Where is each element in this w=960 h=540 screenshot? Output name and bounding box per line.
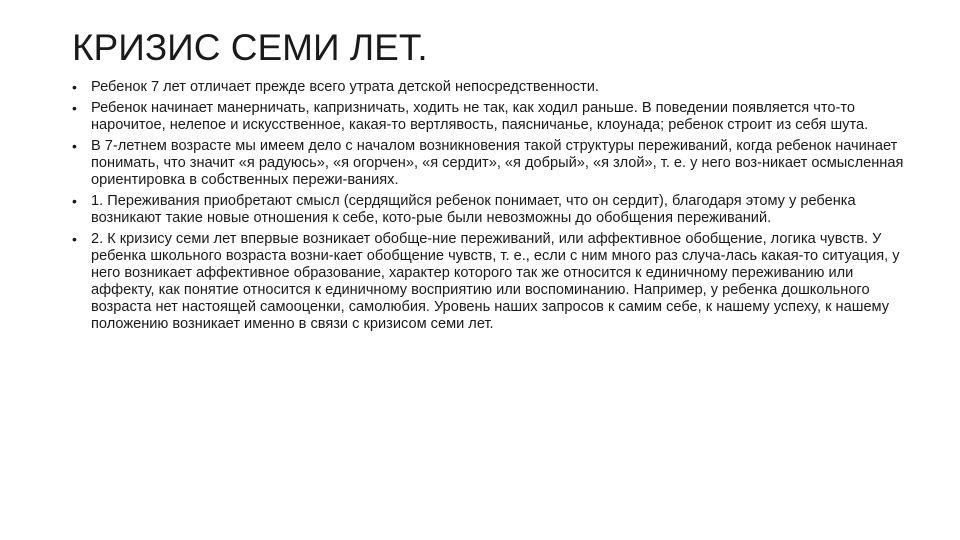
bullet-marker-icon: • (72, 231, 77, 247)
bullet-item (72, 193, 912, 227)
bullet-item (72, 138, 912, 189)
bullet-marker-icon: • (72, 100, 77, 116)
bullet-list (72, 79, 912, 337)
bullet-text: 1. Переживания приобретают смысл (сердящийся ребенок понимает, что он сердит), благодаря этому у ребенка возникают такие новые отношения к себе, кото-рые были невозможны до обобщения переживаний. (91, 193, 856, 226)
bullet-item (72, 231, 912, 333)
bullet-marker-icon: • (72, 193, 77, 209)
bullet-text: Ребенок начинает манерничать, капризничать, ходить не так, как ходил раньше. В поведении появляется что-то нарочитое, нелепое и искусственное, какая-то вертлявость, паясничанье, клоунада; ребенок строит из себя шута. (91, 100, 869, 133)
bullet-marker-icon: • (72, 79, 77, 95)
bullet-item (72, 79, 912, 96)
bullet-text: 2. К кризису семи лет впервые возникает обобще-ние переживаний, или аффективное обобщение, логика чувств. У ребенка школьного возраста возни-кает обобщение чувств, т. е., если с ним много раз случа-лась какая-то ситуация, у него возникает аффективное образование, характер которого так же относится к единичному переживанию или аффекту, как понятие относится к единичному восприятию или воспоминанию. Например, у ребенка дошкольного возраста нет настоящей самооценки, самолюбия. Уровень наших запросов к самим себе, к нашему успеху, к нашему положению возникает именно в связи с кризисом семи лет. (91, 231, 900, 332)
bullet-marker-icon: • (72, 138, 77, 154)
bullet-item (72, 100, 912, 134)
bullet-text: Ребенок 7 лет отличает прежде всего утрата детской непосредственности. (91, 79, 599, 95)
slide-title: КРИЗИС СЕМИ ЛЕТ. (72, 27, 428, 68)
bullet-text: В 7-летнем возрасте мы имеем дело с началом возникновения такой структуры переживаний, когда ребенок начинает понимать, что значит «я радуюсь», «я огорчен», «я сердит», «я добрый», «я злой», т. е. у него воз-никает осмысленная ориентировка в собственных пережи-ваниях. (91, 138, 904, 188)
